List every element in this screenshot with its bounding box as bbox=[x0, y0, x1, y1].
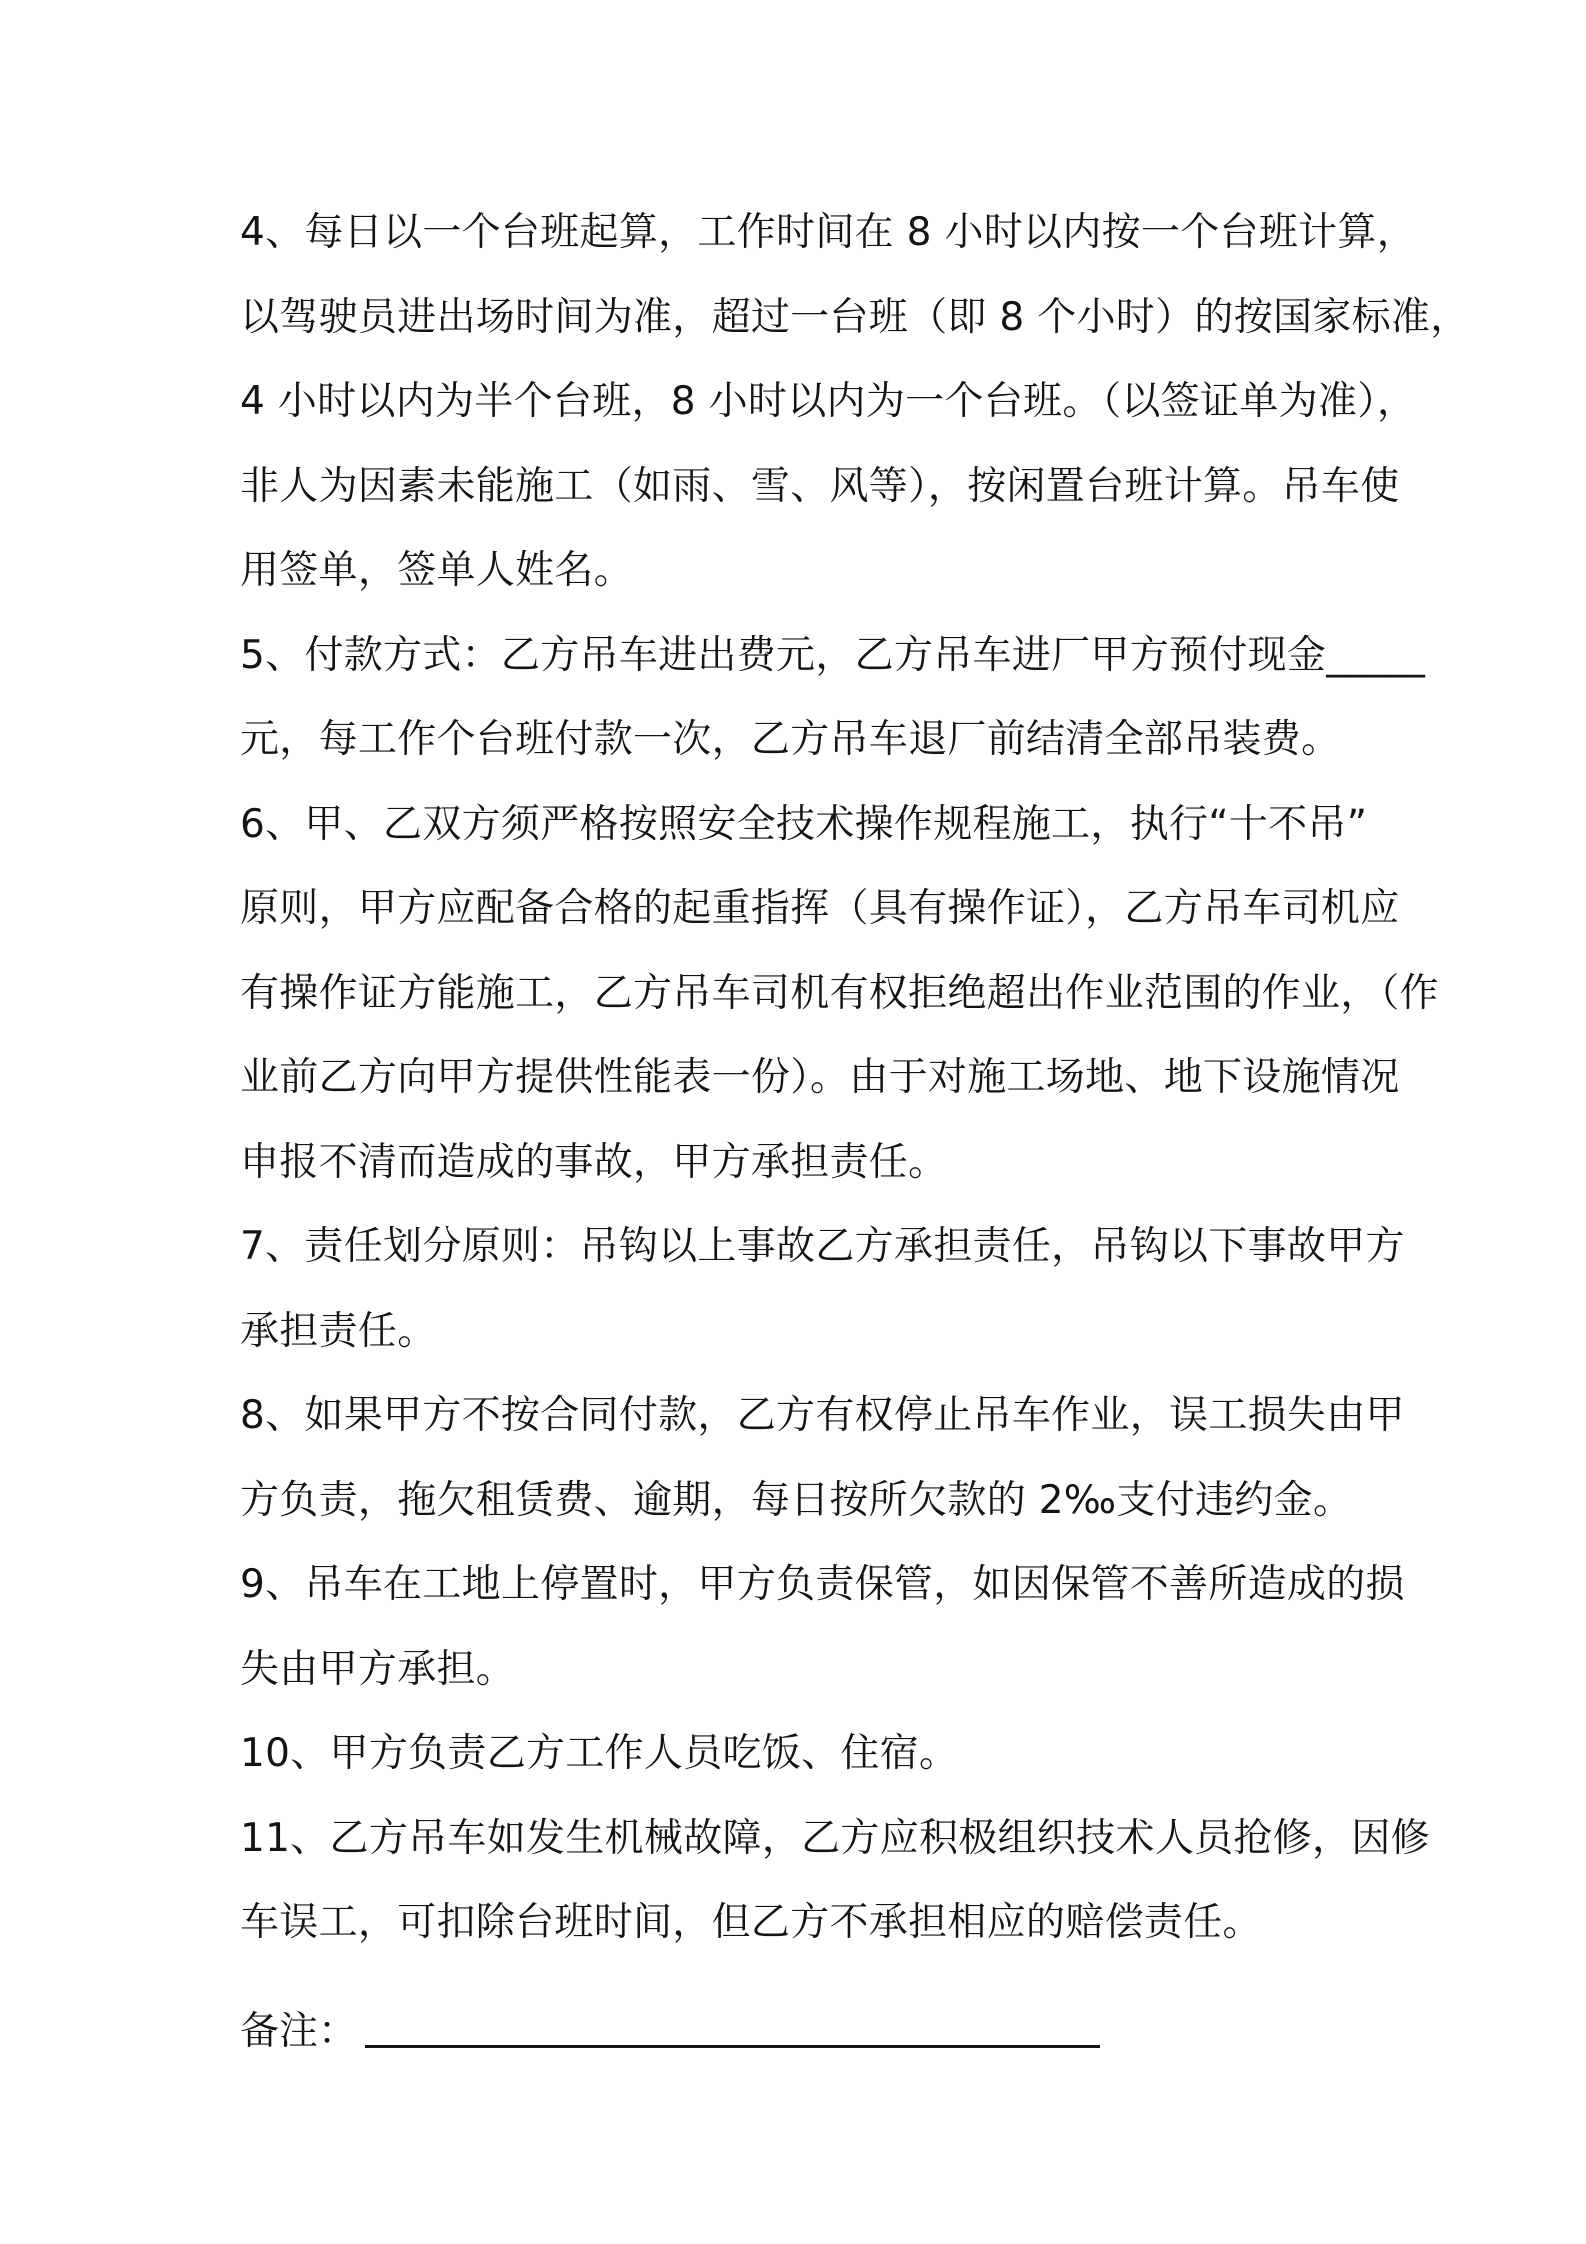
clause-line: 4 小时以内为半个台班，8 小时以内为一个台班。（以签证单为准）， bbox=[240, 379, 1417, 424]
clause-line: 申报不清而造成的事故，甲方承担责任。 bbox=[240, 1139, 948, 1185]
note-label: 备注： bbox=[240, 2009, 358, 2054]
clause-line: 车误工，可扣除台班时间，但乙方不承担相应的赔偿责任。 bbox=[240, 1900, 1262, 1945]
note-blank-line bbox=[365, 2001, 1100, 2048]
clause-line: 有操作证方能施工，乙方吊车司机有权拒绝超出作业范围的作业，（作 bbox=[240, 970, 1439, 1016]
clause-line: 元，每工作个台班付款一次，乙方吊车退厂前结清全部吊装费。 bbox=[240, 717, 1341, 762]
clause-8 bbox=[240, 1386, 1405, 1555]
clause-line: 失由甲方承担。 bbox=[240, 1646, 516, 1692]
clause-line: 方负责，拖欠租赁费、逾期，每日按所欠款的 2‰支付违约金。 bbox=[240, 1477, 1353, 1523]
clause-6 bbox=[240, 795, 1439, 1218]
clause-7 bbox=[240, 1217, 1405, 1386]
clause-line: 10、甲方负责乙方工作人员吃饭、住宿。 bbox=[240, 1731, 959, 1776]
clause-line: 6、甲、乙双方须严格按照安全技术操作规程施工，执行“十不吊” bbox=[240, 801, 1368, 847]
clause-line: 11、乙方吊车如发生机械故障，乙方应积极组织技术人员抢修，因修 bbox=[240, 1815, 1430, 1861]
clause-line: 用签单，签单人姓名。 bbox=[240, 548, 634, 593]
clause-5 bbox=[240, 626, 1426, 795]
clause-line: 8、如果甲方不按合同付款，乙方有权停止吊车作业，误工损失由甲 bbox=[240, 1393, 1405, 1438]
note-row bbox=[240, 1978, 1360, 2063]
document-body bbox=[240, 203, 1470, 2062]
clause-line: 承担责任。 bbox=[240, 1308, 437, 1354]
clause-line: 9、吊车在工地上停置时，甲方负责保管，如因保管不善所造成的损 bbox=[240, 1562, 1405, 1607]
clause-line: 4、每日以一个台班起算，工作时间在 8 小时以内按一个台班计算， bbox=[240, 210, 1417, 255]
clause-line: 业前乙方向甲方提供性能表一份）。由于对施工场地、地下设施情况 bbox=[240, 1055, 1400, 1100]
clause-line: 以驾驶员进出场时间为准，超过一台班（即 8 个小时）的按国家标准， bbox=[240, 294, 1470, 340]
clause-line: 5、付款方式：乙方吊车进出费元，乙方吊车进厂甲方预付现金_____ bbox=[240, 632, 1426, 678]
clause-9 bbox=[240, 1555, 1405, 1724]
clause-line: 非人为因素未能施工（如雨、雪、风等），按闲置台班计算。吊车使 bbox=[240, 463, 1400, 509]
clause-line: 原则，甲方应配备合格的起重指挥（具有操作证），乙方吊车司机应 bbox=[240, 886, 1400, 931]
clause-line: 7、责任划分原则：吊钩以上事故乙方承担责任，吊钩以下事故甲方 bbox=[240, 1224, 1405, 1269]
clause-4 bbox=[240, 203, 1470, 626]
clause-11 bbox=[240, 1809, 1430, 1978]
clause-10 bbox=[240, 1724, 1360, 1809]
